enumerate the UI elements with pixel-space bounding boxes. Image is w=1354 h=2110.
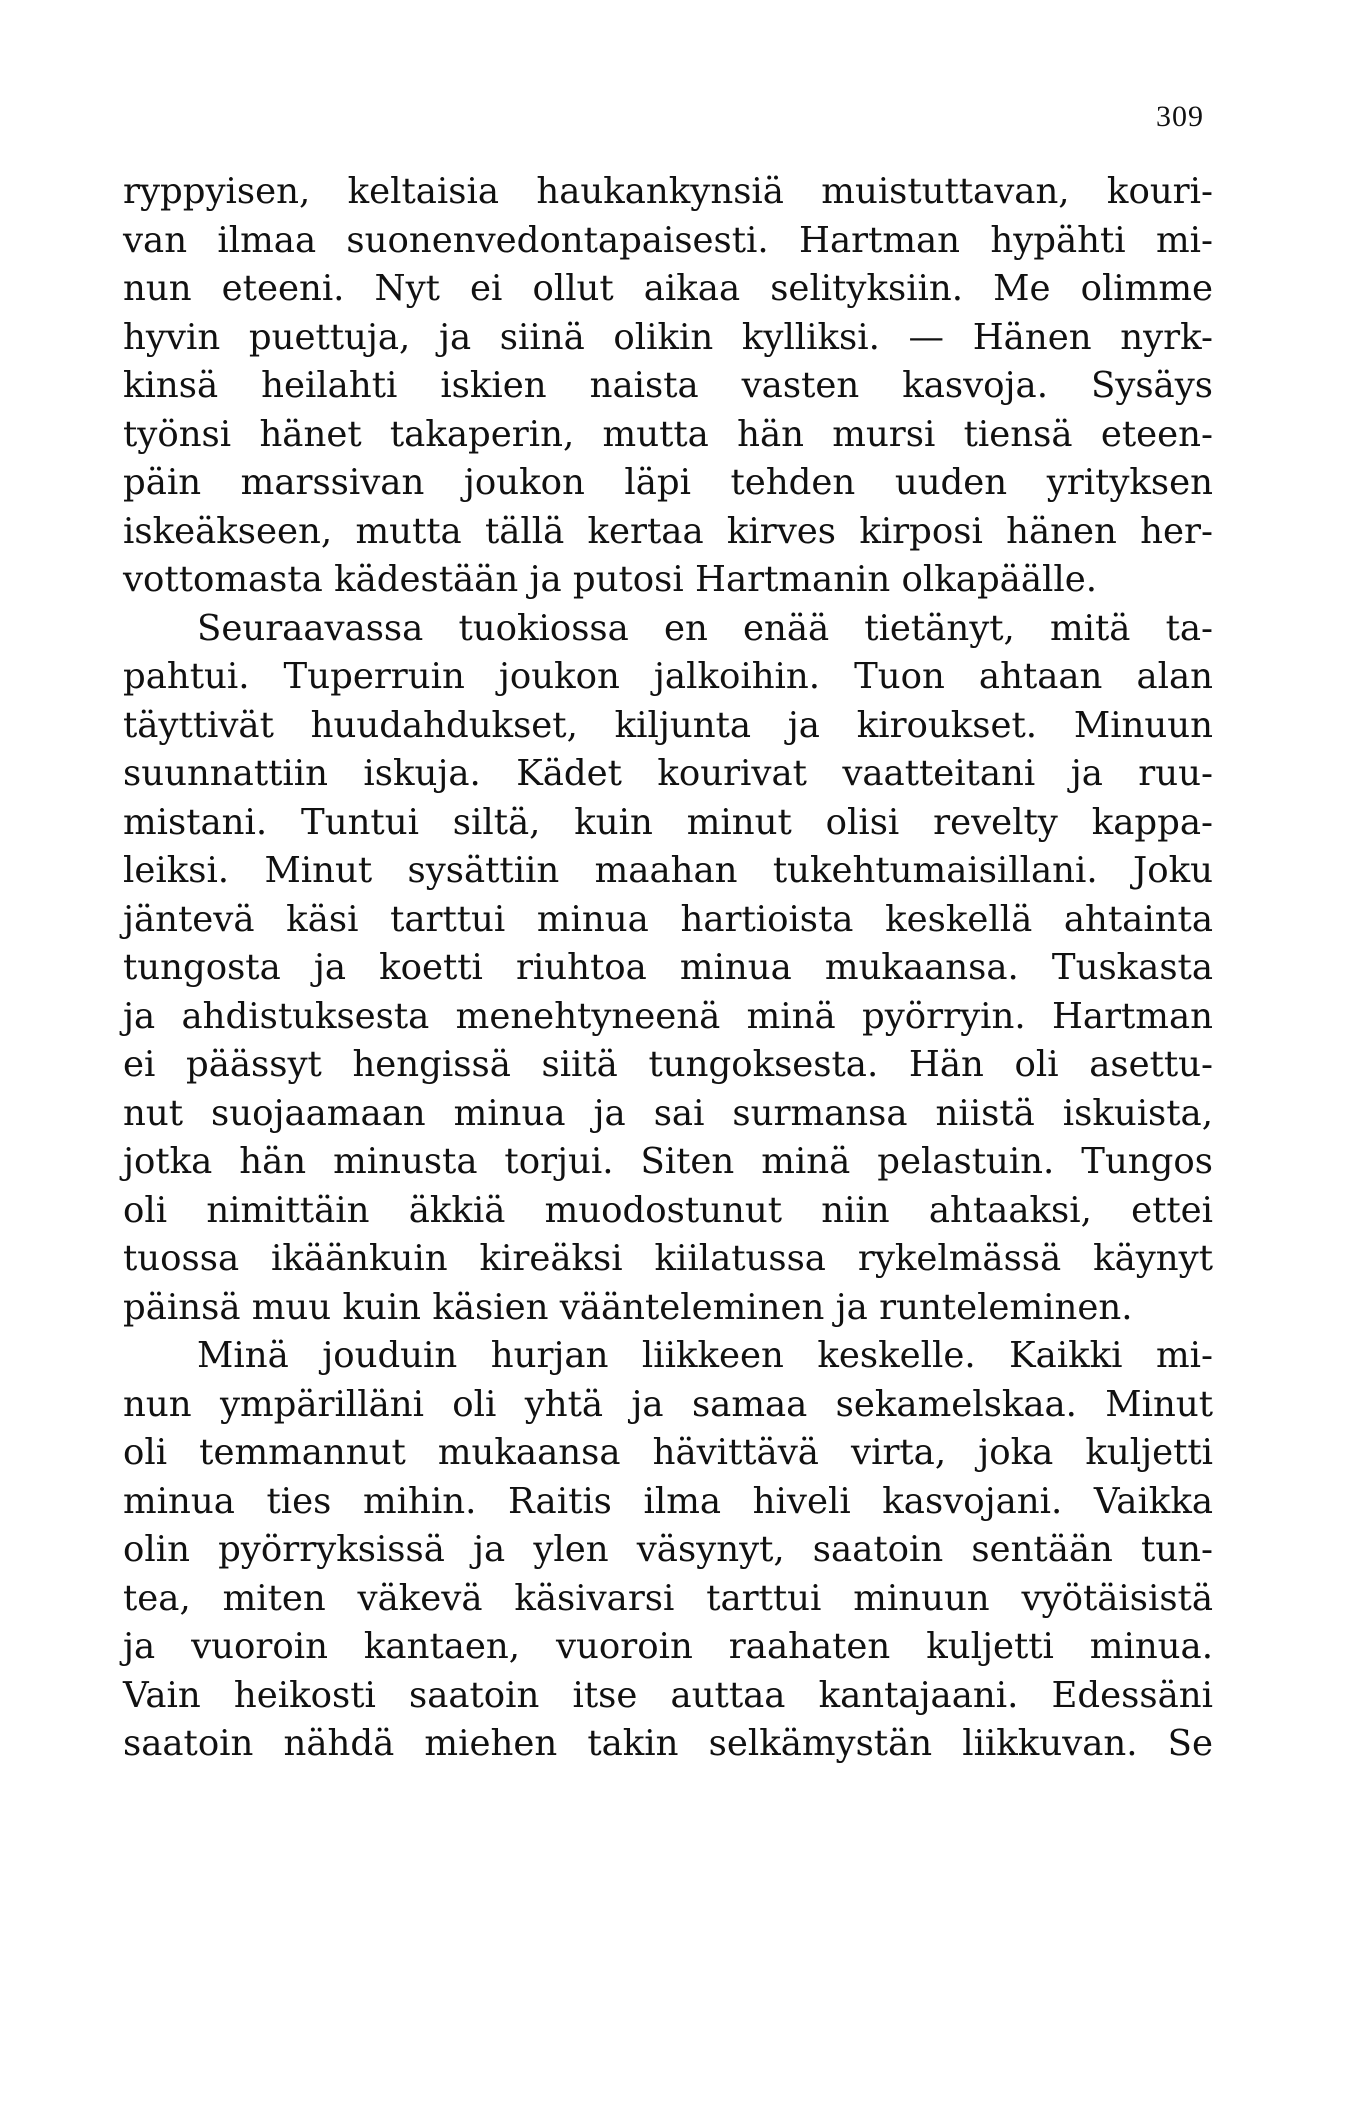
text-line: hyvin puettuja, ja siinä olikin kylliksi. — Hänen nyrk- <box>123 316 1213 358</box>
text-line: päinsä muu kuin käsien vääntelеminen ja runteleminen. <box>123 1286 1133 1328</box>
text-line: kinsä heilahti iskien naista vasten kasvoja. Sysäys <box>123 365 1213 406</box>
page-number: 309 <box>1156 100 1204 133</box>
text-line: jotka hän minusta torjui. Siten minä pelastuin. Tungos <box>123 1141 1213 1182</box>
text-line: tea, miten väkevä käsivarsi tarttui minuun vyötäisistä <box>123 1577 1213 1619</box>
text-line: suunnattiin iskuja. Kädet kourivat vaatteitani ja ruu- <box>123 753 1213 794</box>
text-line: ja vuoroin kantaen, vuoroin raahaten kuljetti minua. <box>123 1626 1213 1667</box>
text-line: ryppyisen, keltaisia haukankynsiä muistuttavan, kouri- <box>123 171 1213 212</box>
text-line: nun ympärilläni oli yhtä ja samaa sekamelskaa. Minut <box>123 1383 1213 1425</box>
text-line: van ilmaa suonenvedontapaisesti. Hartman hypähti mi- <box>123 219 1213 261</box>
text-line: tungosta ja koetti riuhtoa minua mukaansa. Tuskasta <box>123 947 1213 988</box>
text-line: päin marssivan joukon läpi tehden uuden yrityksen <box>123 462 1213 503</box>
text-line: ei päässyt hengissä siitä tungoksesta. Hän oli asettu- <box>123 1044 1213 1085</box>
text-line: leiksi. Minut sysättiin maahan tukehtumaisillani. Joku <box>123 850 1213 891</box>
text-line: iskeäkseen, mutta tällä kertaa kirves kirposi hänen her- <box>123 510 1213 552</box>
text-line: mistani. Tuntui siltä, kuin minut olisi revelty kappa- <box>123 801 1213 843</box>
text-line: Vain heikosti saatoin itse auttaa kantajaani. Edessäni <box>123 1674 1213 1716</box>
body-text <box>123 168 1213 1769</box>
text-line: vottomasta kädestään ja putosi Hartmanin olkapäälle. <box>123 559 1098 600</box>
text-line: oli nimittäin äkkiä muodostunut niin ahtaaksi, ettei <box>123 1189 1213 1231</box>
text-line: työnsi hänet takaperin, mutta hän mursi tiensä eteen- <box>123 413 1213 455</box>
text-line: saatoin nähdä miehen takin selkämystän liikkuvan. Se <box>123 1723 1213 1764</box>
text-line: jäntevä käsi tarttui minua hartioista keskellä ahtainta <box>123 898 1213 940</box>
text-line: tuossa ikäänkuin kireäksi kiilatussa rykelmässä käynyt <box>123 1238 1213 1279</box>
text-line: nun eteeni. Nyt ei ollut aikaa selityksiin. Me olimme <box>123 268 1213 309</box>
text-line: oli temmannut mukaansa hävittävä virta, joka kuljetti <box>123 1432 1213 1473</box>
text-line: minua ties mihin. Raitis ilma hiveli kasvojani. Vaikka <box>123 1480 1213 1522</box>
text-line: Seuraavassa tuokiossa en enää tietänyt, mitä ta- <box>197 607 1213 649</box>
text-line: Minä jouduin hurjan liikkeen keskelle. Kaikki mi- <box>197 1335 1213 1376</box>
text-line: olin pyörryksissä ja ylen väsynyt, saatoin sentään tun- <box>123 1529 1213 1570</box>
text-line: ja ahdistuksesta menehtyneenä minä pyörryin. Hartman <box>123 995 1213 1037</box>
text-line: pahtui. Tuperruin joukon jalkoihin. Tuon ahtaan alan <box>123 656 1213 697</box>
text-line: täyttivät huudahdukset, kiljunta ja kiroukset. Minuun <box>123 704 1213 746</box>
text-line: nut suojaamaan minua ja sai surmansa niistä iskuista, <box>123 1092 1213 1134</box>
